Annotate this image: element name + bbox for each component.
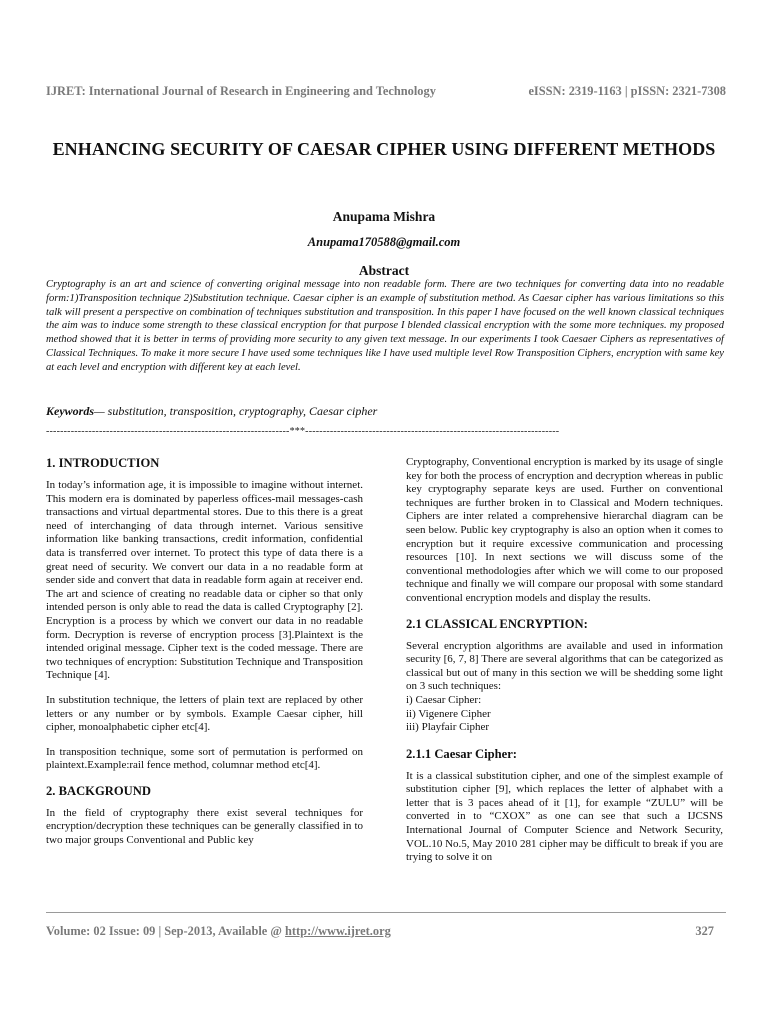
introduction-paragraph: In today’s information age, it is impossible to imagine without internet. This modern era is dominated by paperless offices-mail messages-cash transactions and virtual departmental stores. Due to this there is a great need of interchanging of data through internet. Various sensitive information like banking transactions, credit information, confidential data is transferred over internet. To protect this type of data there is a great need of security. We convert our data in a no readable form at sender side and convert that data in readable form again at receiver end. The art and science of creating no readable data or cipher so that only intended person is only able to read the data is called Cryptography [2]. Encryption is a process by which we convert our data in no readable form. Decryption is reverse of encryption process [3].Plaintext is the intended original message. Cipher text is the coded message. There are two techniques of encryption: Substitution Technique and Transposition Technique [4].	[46, 479, 363, 682]
list-item: iii) Playfair Cipher	[406, 721, 490, 734]
background-paragraph: In the field of cryptography there exist several techniques for encryption/decryption these techniques can be generally classified in to two major groups Conventional and Public key	[46, 806, 363, 847]
transposition-paragraph: In transposition technique, some sort of permutation is performed on plaintext.Example:rail fence method, columnar method etc[4].	[46, 745, 363, 772]
classical-encryption-heading: 2.1 CLASSICAL ENCRYPTION:	[406, 616, 588, 631]
list-item: ii) Vigenere Cipher	[406, 707, 491, 720]
journal-name: IJRET: International Journal of Research in Engineering and Technology	[46, 84, 436, 98]
section-separator: ---------------------------------------------------------------------***------------------------------------------------------------------------	[46, 426, 560, 437]
page-number: 327	[695, 924, 714, 938]
author-email: Anupama170588@gmail.com	[307, 235, 461, 249]
left-column	[46, 456, 363, 859]
caesar-cipher-paragraph: It is a classical substitution cipher, and one of the simplest example of substitution cipher [9], which replaces the letter of alphabet with a letter that is 3 paces ahead of it [1], for example “ZULU” will be converted in to “CXOX” as one can see that such a IJCSNS International Journal of Computer Science and Network Security, VOL.10 No.5, May 2010 281 cipher may be difficult to break if you are trying to solve it on	[406, 769, 723, 864]
right-column	[406, 456, 723, 876]
conventional-paragraph: Cryptography, Conventional encryption is marked by its usage of single key for both the process of encryption and decryption whereas in public key cryptography separate keys are used. Further on conventional techniques are further broken in to Classical and Modern techniques. Ciphers are inter related a comprehensive hierarchal diagram can be seen below. Public key cryptography is also an option when it comes to encryption but it require excessive communication and processing resources [10]. In next sections we will discuss some of the conventional methodologies after which we will come to our proposed technique and finally we will compare our proposal with some standard conventional encryption models and display the results.	[406, 456, 723, 604]
page-header	[46, 84, 726, 99]
abstract-text: Cryptography is an art and science of converting original message into non readable form. There are two techniques for converting data into no readable form:1)Transposition technique 2)Substitution technique. Caesar cipher is an example of substitution method. As Caesar cipher has various limitations so this talk will present a perspective on combination of techniques substitution and transposition. In this paper I have focused on the well known classical techniques the aim was to induce some strength to these classical encryption for that purpose I blended classical encryption with the some more techniques. my proposed method showed that it is better in terms of providing more security to any given text message. In our experiments I took Caesaer Ciphers as representatives of Classical Techniques. To make it more secure I have used some techniques like I have used multiple level Row Transposition Ciphers, encryption with same key at each level and encryption with different key at each level.	[46, 279, 724, 373]
page-footer	[46, 924, 714, 939]
list-item: i) Caesar Cipher:	[406, 693, 482, 706]
keywords-label: Keywords	[46, 404, 94, 418]
abstract-heading: Abstract	[358, 263, 410, 278]
volume-info	[46, 924, 391, 939]
volume-text: Volume: 02 Issue: 09 | Sep-2013, Available @	[46, 924, 286, 938]
keywords-text: — substitution, transposition, cryptography, Caesar cipher	[94, 404, 378, 418]
paper-title: ENHANCING SECURITY OF CAESAR CIPHER USING DIFFERENT METHODS	[52, 139, 716, 159]
caesar-cipher-heading: 2.1.1 Caesar Cipher:	[406, 746, 518, 761]
keywords	[46, 404, 726, 419]
footer-divider	[46, 912, 726, 913]
substitution-paragraph: In substitution technique, the letters of plain text are replaced by other letters or any number or by symbols. Example Caesar cipher, hill cipher, monoalphabetic cipher etc[4].	[46, 693, 363, 734]
background-heading: 2. BACKGROUND	[46, 783, 151, 798]
classical-encryption-paragraph: Several encryption algorithms are available and used in information security [6, 7, 8] There are several algorithms that can be categorized as classical but out of many in this section we will be shedding some light on 3 such techniques:	[406, 639, 723, 693]
author-name: Anupama Mishra	[332, 209, 436, 224]
introduction-heading: 1. INTRODUCTION	[46, 456, 160, 470]
issn-info: eISSN: 2319-1163 | pISSN: 2321-7308	[528, 84, 726, 98]
journal-url-link[interactable]: http://www.ijret.org	[285, 924, 391, 938]
